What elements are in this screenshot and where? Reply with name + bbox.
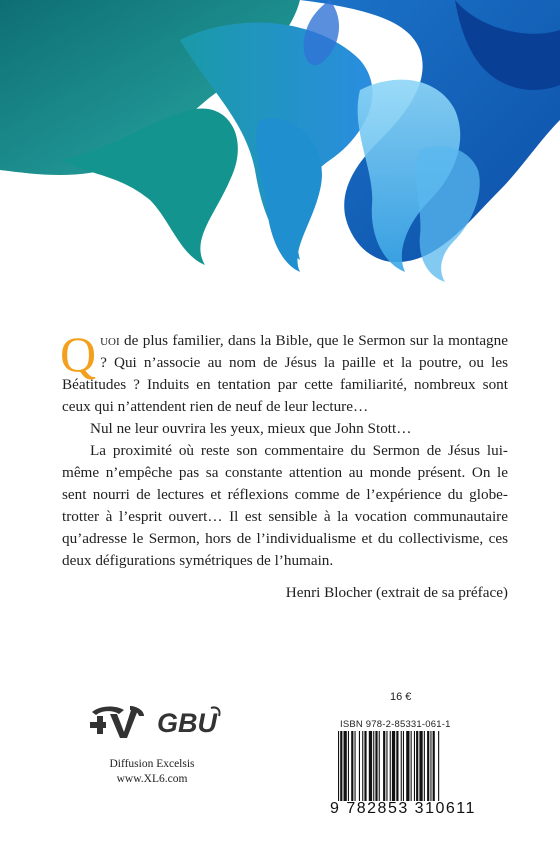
- blurb-first-word: uoi: [100, 332, 120, 349]
- cover-artwork: [0, 0, 560, 290]
- barcode-bar: [340, 731, 342, 801]
- barcode-bar: [355, 731, 356, 801]
- blurb-paragraph-1: [60, 326, 508, 418]
- barcode-bar: [414, 731, 415, 801]
- barcode-bar: [383, 731, 385, 801]
- barcode-digits: 9 782853 310611: [330, 800, 476, 817]
- blurb-paragraph-1-text: de plus familier, dans la Bible, que le Sermon sur la montagne ? Qui n’associe au nom de Jésus la paille et la poutre, ou les Béatitudes ? Induits en tentation par cette familiarité, nombreux sont ceux qui n’attendent rien de neuf de leur lecture…: [62, 332, 508, 415]
- blurb-paragraph-3: La proximité où reste son commentaire du Sermon de Jésus lui-même n’empêche pas sa constante attention au monde présent. On le sent nourri de lectures et réflexions comme de l’expérience du globe-trotter à l’esprit ouvert… Il est sensible à la vocation communautaire qu’adresse le Sermon, hors de l’individualisme et du collectivisme, ces deux défigurations symétriques de l’humain.: [62, 442, 508, 569]
- gbu-logo-icon: [155, 704, 225, 738]
- barcode-icon: [335, 731, 501, 809]
- barcode-bar: [438, 731, 439, 801]
- barcode-bar: [392, 731, 395, 801]
- barcode-bar: [362, 731, 363, 801]
- distributor-website: www.XL6.com: [116, 773, 188, 785]
- barcode-bar: [403, 731, 404, 801]
- distributor-name: Diffusion Excelsis: [109, 758, 195, 770]
- back-cover-blurb: [60, 326, 508, 572]
- barcode-bar: [379, 731, 380, 801]
- distributor-info: [92, 757, 212, 787]
- barcode-bar: [419, 731, 422, 801]
- isbn: ISBN 978-2-85331-061-1: [340, 719, 451, 730]
- barcode-bar: [433, 731, 435, 801]
- barcode-bar: [424, 731, 425, 801]
- barcode-bar: [369, 731, 372, 801]
- barcode-bar: [401, 731, 402, 801]
- barcode-bar: [364, 731, 366, 801]
- blurb-paragraph-2: Nul ne leur ouvrira les yeux, mieux que John Stott…: [90, 420, 412, 437]
- barcode-bar: [348, 731, 349, 801]
- barcode-bar: [411, 731, 412, 801]
- price: 16 €: [390, 691, 412, 703]
- barcode-bar: [427, 731, 429, 801]
- barcode-bar: [390, 731, 391, 801]
- barcode-bar: [351, 731, 353, 801]
- barcode-bar: [386, 731, 387, 801]
- barcode-bar: [338, 731, 339, 801]
- gbu-logo-text: GBU: [157, 708, 217, 738]
- drop-cap: Q: [60, 326, 97, 382]
- barcode-bar: [430, 731, 431, 801]
- barcode-bar: [416, 731, 418, 801]
- barcode-bar: [396, 731, 398, 801]
- barcode-bar: [406, 731, 409, 801]
- barcode-bar: [344, 731, 347, 801]
- barcode-bar: [375, 731, 377, 801]
- attribution: Henri Blocher (extrait de sa préface): [285, 584, 508, 601]
- publisher-logo-icon: [86, 702, 148, 740]
- barcode-bar: [359, 731, 360, 801]
- barcode-bar: [373, 731, 374, 801]
